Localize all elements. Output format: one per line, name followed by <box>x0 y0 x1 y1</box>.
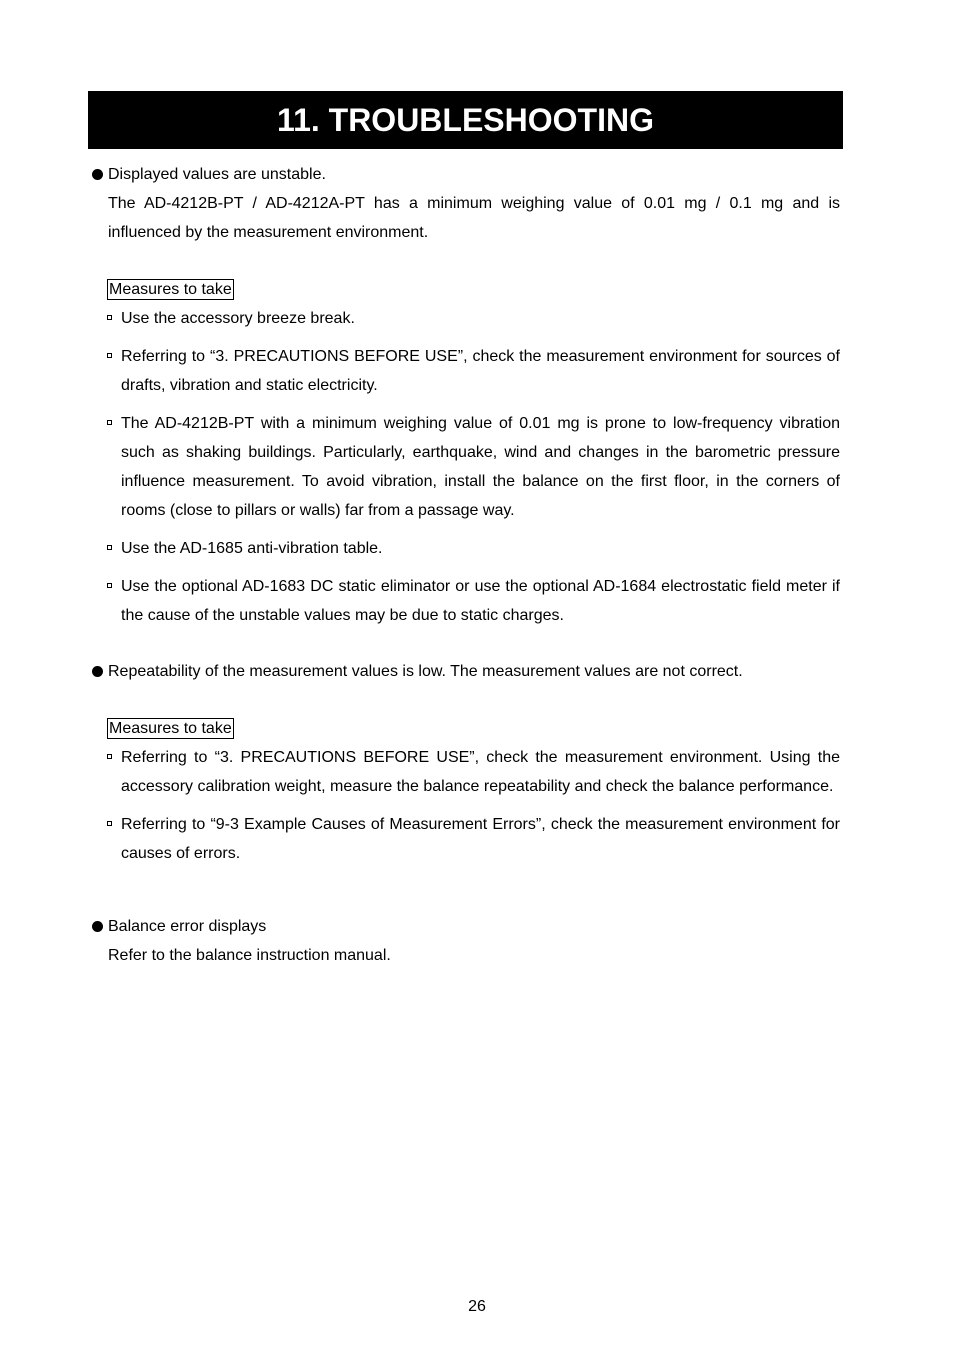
bullet-icon <box>92 169 103 180</box>
measure-item: Use the optional AD-1683 DC static eliminator or use the optional AD-1684 electrostatic field meter if the cause of the unstable values may be due to static charges. <box>88 572 840 630</box>
square-bullet-icon <box>107 583 112 588</box>
square-bullet-icon <box>107 545 112 550</box>
section-body: Refer to the balance instruction manual. <box>108 947 391 964</box>
square-bullet-icon <box>107 353 112 358</box>
measure-item: The AD-4212B-PT with a minimum weighing value of 0.01 mg is prone to low-frequency vibration such as shaking buildings. Particularly, earthquake, wind and changes in the barometric pressure influence measurement. To avoid vibration, install the balance on the first floor, in the corners of rooms (close to pillars or walls) far from a passage way. <box>88 409 840 525</box>
section-heading: Balance error displays <box>88 912 840 941</box>
measure-item: Referring to “3. PRECAUTIONS BEFORE USE”, check the measurement environment. Using the accessory calibration weight, measure the balance repeatability and check the balance performance. <box>88 743 840 801</box>
square-bullet-icon <box>107 315 112 320</box>
measure-item: Referring to “3. PRECAUTIONS BEFORE USE”, check the measurement environment for sources of drafts, vibration and static electricity. <box>88 342 840 400</box>
page-title: 11. TROUBLESHOOTING <box>88 91 843 149</box>
measure-item: Use the accessory breeze break. <box>88 304 840 333</box>
section-unstable-values <box>88 160 840 630</box>
measures-header <box>88 275 840 304</box>
measures-label: Measures to take <box>109 281 232 298</box>
section-error-displays <box>88 912 840 970</box>
document-body <box>88 160 840 998</box>
square-bullet-icon <box>107 420 112 425</box>
bullet-icon <box>92 921 103 932</box>
square-bullet-icon <box>107 754 112 759</box>
measures-header <box>88 714 840 743</box>
section-repeatability <box>88 657 840 868</box>
bullet-icon <box>92 666 103 677</box>
section-body: The AD-4212B-PT / AD-4212A-PT has a minimum weighing value of 0.01 mg / 0.1 mg and is influenced by the measurement environment. <box>108 195 840 241</box>
page-number: 26 <box>468 1298 486 1315</box>
measures-label: Measures to take <box>109 720 232 737</box>
measure-item: Referring to “9-3 Example Causes of Measurement Errors”, check the measurement environment for causes of errors. <box>88 810 840 868</box>
section-heading: Displayed values are unstable. <box>88 160 840 189</box>
section-heading: Repeatability of the measurement values is low. The measurement values are not correct. <box>88 657 840 686</box>
measure-item: Use the AD-1685 anti-vibration table. <box>88 534 840 563</box>
square-bullet-icon <box>107 821 112 826</box>
